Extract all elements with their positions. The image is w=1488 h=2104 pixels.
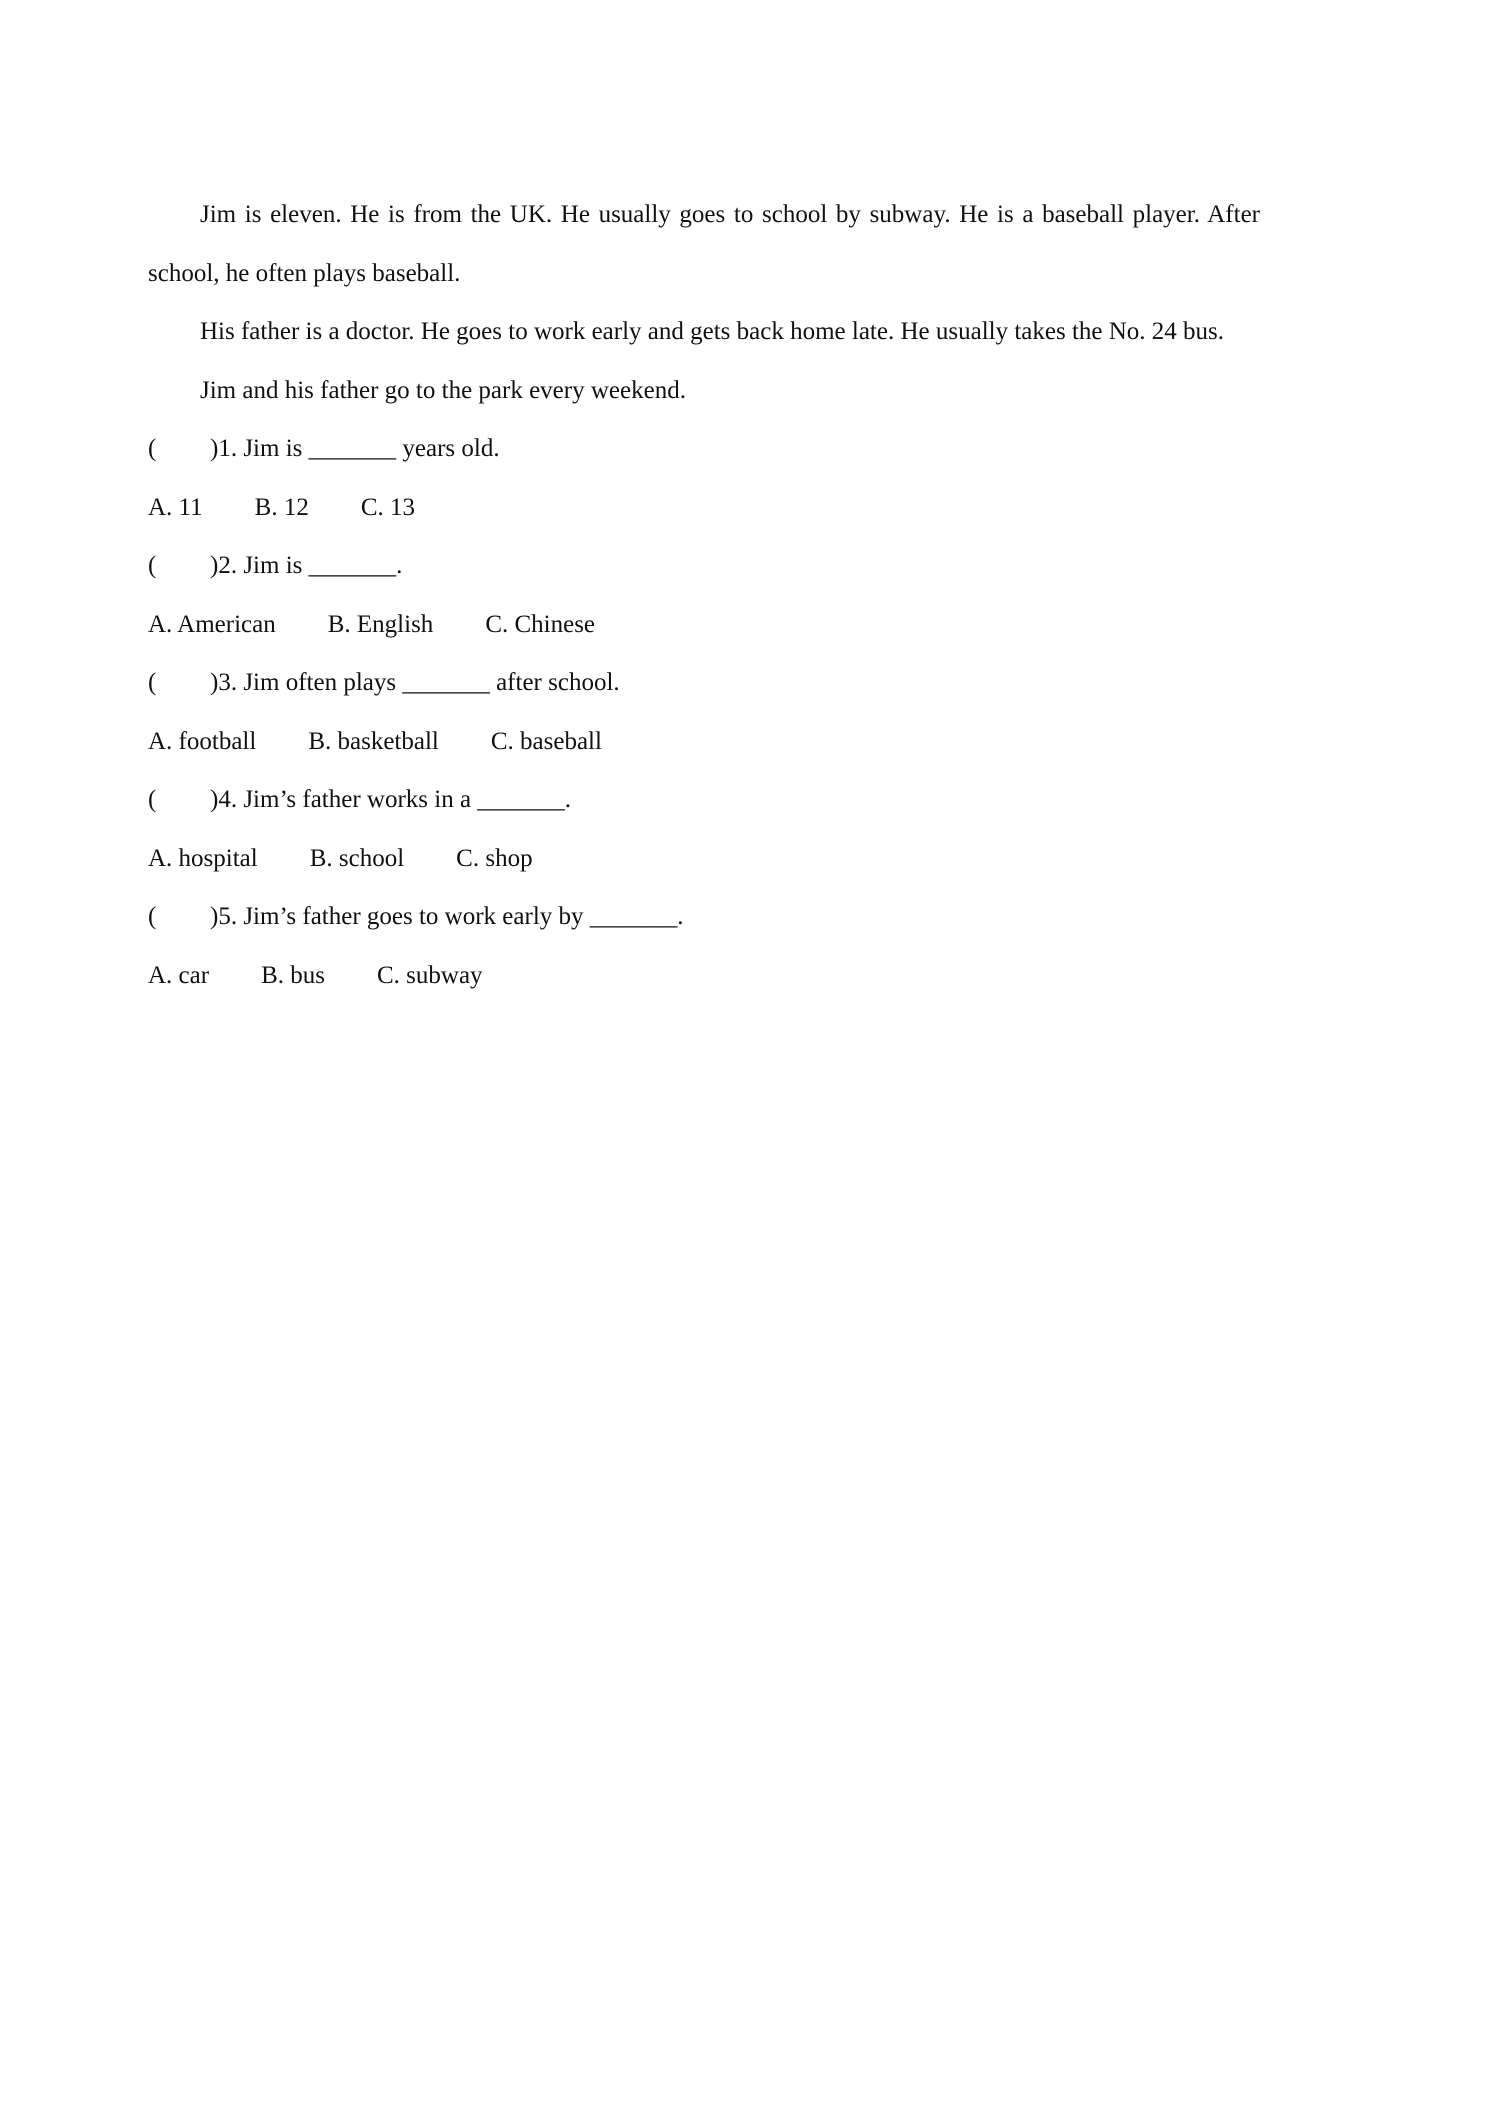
question-5-options — [148, 947, 1260, 1006]
option-a: A. football — [148, 727, 257, 755]
question-1 — [148, 420, 1260, 479]
option-c: C. shop — [456, 844, 533, 872]
answer-bracket-open: ( — [148, 435, 157, 462]
option-b: B. 12 — [254, 493, 309, 521]
option-a: A. car — [148, 961, 210, 989]
answer-bracket-open: ( — [148, 903, 157, 930]
passage-paragraph: Jim and his father go to the park every weekend. — [200, 376, 686, 404]
option-b: B. school — [309, 844, 405, 872]
question-1-options — [148, 479, 1260, 538]
question-5 — [148, 888, 1260, 947]
question-2-options — [148, 596, 1260, 655]
question-4-options — [148, 830, 1260, 889]
reading-exercise — [148, 186, 1260, 1005]
option-c: C. subway — [376, 961, 483, 989]
option-b: B. English — [327, 610, 434, 638]
question-3 — [148, 654, 1260, 713]
answer-bracket-open: ( — [148, 669, 157, 696]
passage-paragraph: His father is a doctor. He goes to work early and gets back home late. He usually takes the No. 24 bus. — [200, 318, 1225, 345]
option-c: C. Chinese — [485, 610, 596, 638]
option-a: A. 11 — [148, 493, 203, 521]
question-stem: )3. Jim often plays _______ after school. — [210, 669, 620, 696]
answer-bracket-open: ( — [148, 786, 157, 813]
passage-paragraph: Jim is eleven. He is from the UK. He usually goes to school by subway. He is a baseball player. After school, he often plays baseball. — [148, 201, 1260, 287]
option-c: C. baseball — [490, 727, 602, 755]
question-2 — [148, 537, 1260, 596]
option-b: B. basketball — [308, 727, 439, 755]
question-stem: )1. Jim is _______ years old. — [210, 435, 500, 462]
question-stem: )4. Jim’s father works in a _______. — [210, 786, 572, 813]
question-3-options — [148, 713, 1260, 772]
option-a: A. hospital — [148, 844, 258, 872]
option-a: A. American — [148, 610, 276, 638]
option-c: C. 13 — [360, 493, 416, 521]
question-4 — [148, 771, 1260, 830]
question-stem: )2. Jim is _______. — [210, 552, 403, 579]
question-stem: )5. Jim’s father goes to work early by _______. — [210, 903, 684, 930]
answer-bracket-open: ( — [148, 552, 157, 579]
option-b: B. bus — [261, 961, 325, 989]
